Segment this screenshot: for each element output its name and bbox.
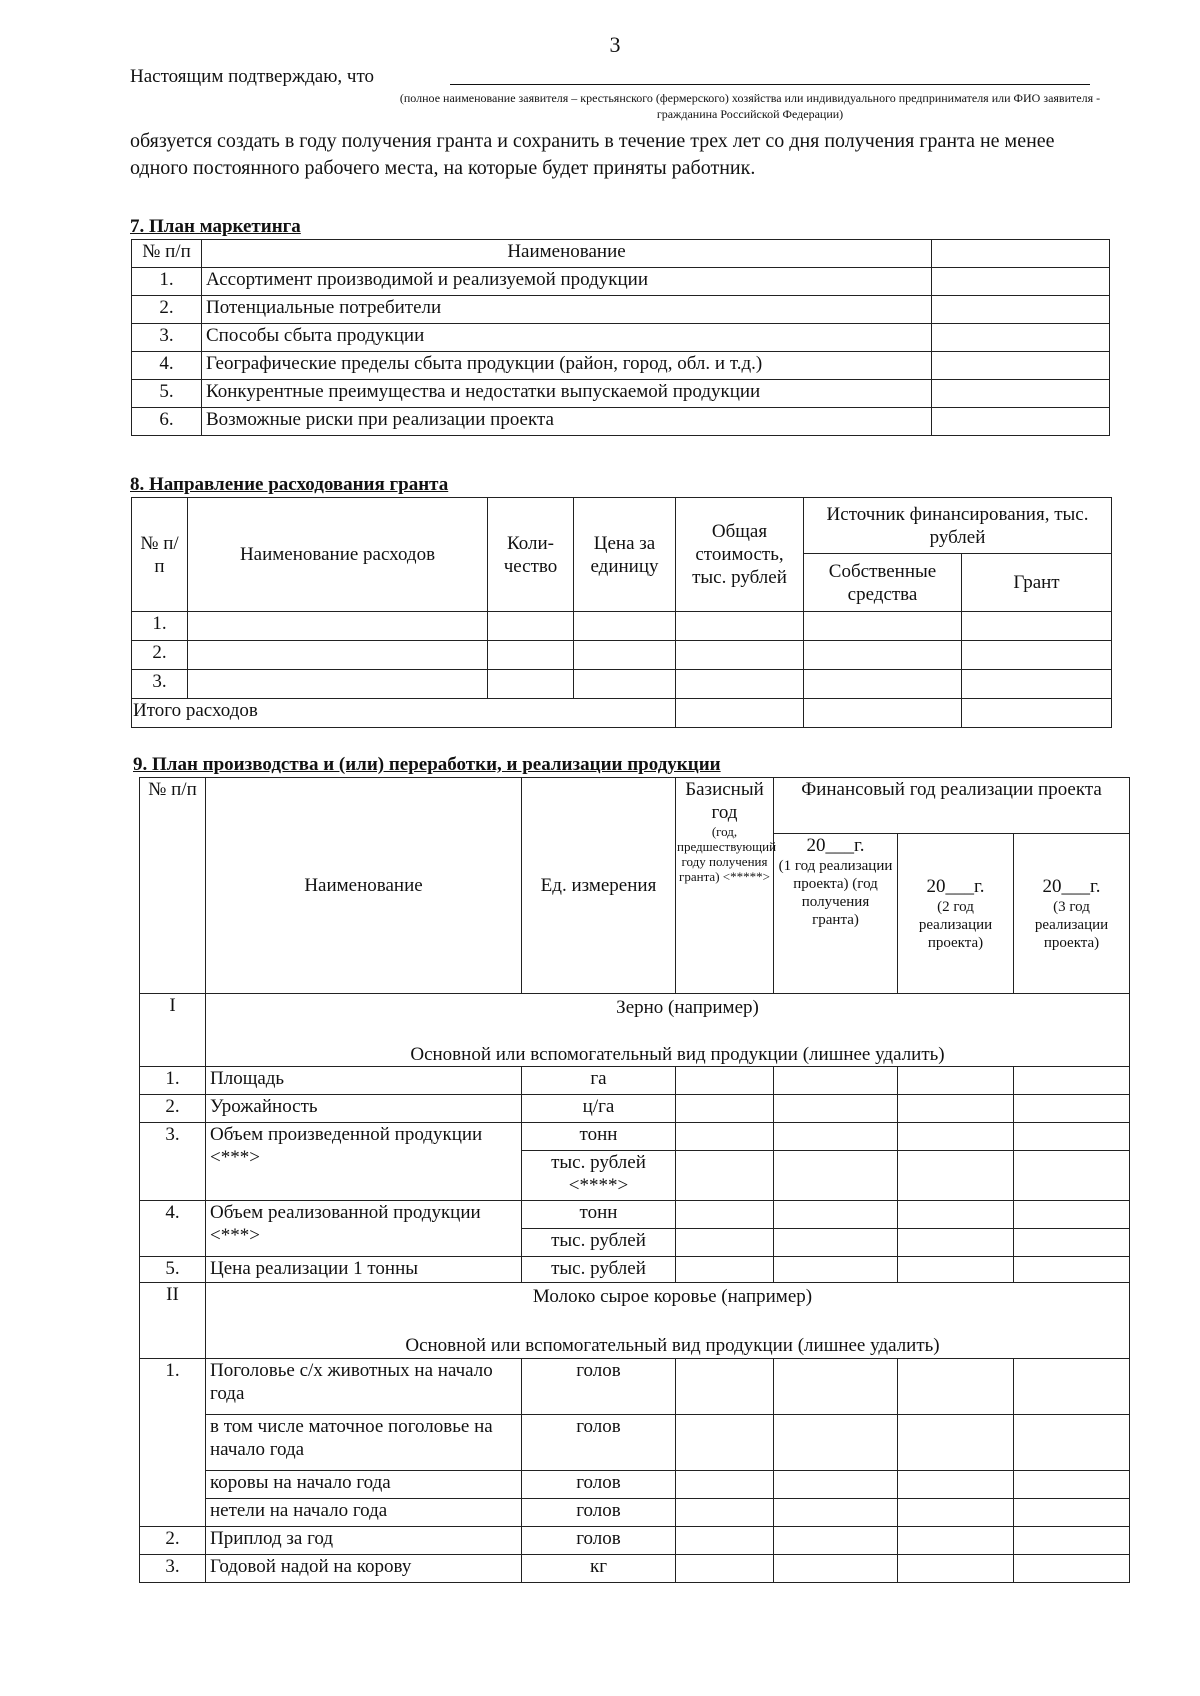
cell[interactable] — [1014, 1123, 1130, 1151]
col-name-header: Наименование — [202, 240, 932, 268]
row-number: 4. — [132, 352, 202, 380]
table-row — [140, 1123, 1130, 1151]
cell[interactable] — [1014, 1359, 1130, 1415]
row-unit: тыс. рублей <****> — [522, 1151, 676, 1201]
row-name: Возможные риски при реализации проекта — [202, 408, 932, 436]
cell[interactable] — [676, 1067, 774, 1095]
row-unit: тонн — [522, 1123, 676, 1151]
row-unit: голов — [522, 1499, 676, 1527]
table-row — [140, 1415, 1130, 1471]
row-value-cell[interactable] — [932, 324, 1110, 352]
table-row — [132, 324, 1110, 352]
cell[interactable] — [774, 1201, 898, 1229]
production-plan-table — [139, 777, 1130, 1583]
row-unit: голов — [522, 1415, 676, 1471]
row-unit: голов — [522, 1527, 676, 1555]
row-name: нетели на начало года — [206, 1499, 522, 1527]
col-value-header — [932, 240, 1110, 268]
y2-label: 20___г. — [926, 876, 985, 897]
y2-note: (2 год реализации проекта) — [918, 899, 993, 951]
table-row — [140, 1067, 1130, 1095]
cell[interactable] — [676, 1359, 774, 1415]
row-value-cell[interactable] — [932, 296, 1110, 324]
table-header-row — [132, 498, 1112, 554]
cell[interactable] — [188, 641, 488, 670]
col-y3-header — [1014, 834, 1130, 994]
row-name: коровы на начало года — [206, 1471, 522, 1499]
group-header-row — [140, 1283, 1130, 1359]
cell[interactable] — [898, 1151, 1014, 1201]
cell[interactable] — [898, 1415, 1014, 1471]
cell[interactable] — [898, 1257, 1014, 1283]
cell[interactable] — [1014, 1257, 1130, 1283]
row-unit: ц/га — [522, 1095, 676, 1123]
row-name: Цена реализации 1 тонны — [206, 1257, 522, 1283]
cell[interactable] — [774, 1555, 898, 1583]
group-number: II — [140, 1283, 206, 1359]
col-y2-header — [898, 834, 1014, 994]
cell[interactable] — [676, 1201, 774, 1229]
table-row — [132, 612, 1112, 641]
row-number: 1. — [132, 268, 202, 296]
cell[interactable] — [676, 1229, 774, 1257]
cell[interactable] — [1014, 1527, 1130, 1555]
section9-title: 9. План производства и (или) переработки, и реализации продукции — [133, 754, 721, 775]
row-value-cell[interactable] — [932, 408, 1110, 436]
row-number: 3. — [140, 1123, 206, 1201]
cell[interactable] — [774, 1499, 898, 1527]
cell[interactable] — [676, 1257, 774, 1283]
table-row — [132, 670, 1112, 699]
cell[interactable] — [898, 1095, 1014, 1123]
cell[interactable] — [962, 670, 1112, 699]
cell[interactable] — [488, 641, 574, 670]
section8-title: 8. Направление расходования гранта — [130, 474, 449, 495]
row-number: 1. — [140, 1067, 206, 1095]
y1-label: 20___г. — [806, 835, 865, 856]
row-number: 2. — [140, 1527, 206, 1555]
cell[interactable] — [676, 1527, 774, 1555]
group-title: Молоко сырое коровье (например) — [532, 1286, 813, 1307]
row-number: 2. — [140, 1095, 206, 1123]
row-name: Потенциальные потребители — [202, 296, 932, 324]
cell[interactable] — [774, 1151, 898, 1201]
row-name: Конкурентные преимущества и недостатки выпускаемой продукции — [202, 380, 932, 408]
cell[interactable] — [774, 1471, 898, 1499]
col-name-header: Наименование расходов — [188, 498, 488, 612]
cell[interactable] — [676, 641, 804, 670]
cell[interactable] — [898, 1123, 1014, 1151]
confirm-text: Настоящим подтверждаю, что — [130, 66, 375, 87]
table-row — [140, 1555, 1130, 1583]
group-subtitle: Основной или вспомогательный вид продукции (лишнее удалить) — [410, 1044, 945, 1065]
col-total-header: Общая стоимость, тыс. рублей — [676, 498, 804, 612]
row-number: 3. — [132, 324, 202, 352]
row-number: 1. — [132, 612, 188, 641]
commitment-paragraph: обязуется создать в году получения гранта и сохранить в течение трех лет со дня получения гранта не менее одного постоянного рабочего места, на которые будет приняты работник. — [130, 130, 1055, 179]
cell[interactable] — [898, 1471, 1014, 1499]
row-number: 6. — [132, 408, 202, 436]
cell[interactable] — [898, 1499, 1014, 1527]
cell[interactable] — [774, 1527, 898, 1555]
row-number: 3. — [140, 1555, 206, 1583]
row-unit: тыс. рублей — [522, 1229, 676, 1257]
cell[interactable] — [962, 699, 1112, 728]
col-num-header: № п/п — [132, 498, 188, 612]
row-name: Урожайность — [206, 1095, 522, 1123]
group-header-row — [140, 994, 1130, 1067]
cell[interactable] — [1014, 1067, 1130, 1095]
row-number: 1. — [140, 1359, 206, 1527]
row-number: 2. — [132, 296, 202, 324]
col-own-header: Собственные средства — [804, 554, 962, 612]
y1-note: (1 год реализации проекта) (год получения гранта) — [778, 858, 893, 928]
group-title: Зерно (например) — [616, 997, 759, 1018]
cell[interactable] — [676, 699, 804, 728]
cell[interactable] — [1014, 1151, 1130, 1201]
col-y1-header — [774, 834, 898, 994]
cell[interactable] — [1014, 1555, 1130, 1583]
section7-title: 7. План маркетинга — [130, 216, 301, 237]
row-unit: голов — [522, 1359, 676, 1415]
cell[interactable] — [962, 612, 1112, 641]
cell[interactable] — [188, 612, 488, 641]
row-number: 4. — [140, 1201, 206, 1257]
row-unit: га — [522, 1067, 676, 1095]
row-value-cell[interactable] — [932, 380, 1110, 408]
row-number: 5. — [140, 1257, 206, 1283]
col-unit-header: Ед. измерения — [522, 778, 676, 994]
table-row — [140, 1527, 1130, 1555]
row-name: Географические пределы сбыта продукции (район, город, обл. и т.д.) — [202, 352, 932, 380]
marketing-table — [131, 239, 1110, 436]
col-num-header: № п/п — [132, 240, 202, 268]
cell[interactable] — [676, 1123, 774, 1151]
cell[interactable] — [804, 641, 962, 670]
cell[interactable] — [898, 1527, 1014, 1555]
cell[interactable] — [962, 641, 1112, 670]
cell[interactable] — [1014, 1499, 1130, 1527]
base-year-label: Базисный год — [685, 779, 764, 823]
cell[interactable] — [1014, 1229, 1130, 1257]
cell[interactable] — [488, 612, 574, 641]
cell[interactable] — [1014, 1201, 1130, 1229]
grant-expenses-table — [131, 497, 1112, 728]
row-unit: кг — [522, 1555, 676, 1583]
cell[interactable] — [1014, 1415, 1130, 1471]
cell[interactable] — [676, 1471, 774, 1499]
cell[interactable] — [774, 1095, 898, 1123]
y3-note: (3 год реализации проекта) — [1034, 899, 1109, 951]
table-row — [132, 641, 1112, 670]
row-unit: тыс. рублей — [522, 1257, 676, 1283]
row-name: Поголовье с/х животных на начало года — [206, 1359, 522, 1415]
cell[interactable] — [676, 612, 804, 641]
row-name: Объем произведенной продукции <***> — [206, 1123, 522, 1201]
row-name: Годовой надой на корову — [206, 1555, 522, 1583]
row-name: Ассортимент производимой и реализуемой продукции — [202, 268, 932, 296]
cell[interactable] — [676, 1555, 774, 1583]
cell[interactable] — [676, 1151, 774, 1201]
y3-label: 20___г. — [1042, 876, 1101, 897]
cell[interactable] — [676, 1415, 774, 1471]
table-header-row — [140, 778, 1130, 834]
table-row — [140, 1257, 1130, 1283]
col-fin-header: Финансовый год реализации проекта — [774, 778, 1130, 834]
table-row — [132, 380, 1110, 408]
group-number: I — [140, 994, 206, 1067]
cell[interactable] — [188, 670, 488, 699]
cell[interactable] — [488, 670, 574, 699]
page-number: 3 — [609, 32, 621, 57]
col-num-header: № п/п — [140, 778, 206, 994]
col-name-header: Наименование — [206, 778, 522, 994]
cell[interactable] — [804, 612, 962, 641]
row-number: 5. — [132, 380, 202, 408]
cell[interactable] — [774, 1415, 898, 1471]
cell[interactable] — [1014, 1471, 1130, 1499]
cell[interactable] — [574, 670, 676, 699]
row-value-cell[interactable] — [932, 352, 1110, 380]
table-row — [132, 352, 1110, 380]
table-row — [140, 1201, 1130, 1229]
table-header-row — [132, 240, 1110, 268]
base-year-note: (год, предшествующий году получения гранта) <*****> — [677, 824, 777, 884]
cell[interactable] — [898, 1201, 1014, 1229]
group-title-cell — [206, 1283, 1130, 1359]
col-price-header: Цена за единицу — [574, 498, 676, 612]
col-qty-header: Коли-чество — [488, 498, 574, 612]
cell[interactable] — [898, 1555, 1014, 1583]
row-name: Приплод за год — [206, 1527, 522, 1555]
col-source-header: Источник финансирования, тыс. рублей — [804, 498, 1112, 554]
cell[interactable] — [804, 699, 962, 728]
cell[interactable] — [774, 1229, 898, 1257]
row-name: в том числе маточное поголовье на начало года — [206, 1415, 522, 1471]
cell[interactable] — [774, 1123, 898, 1151]
table-row — [140, 1471, 1130, 1499]
row-number: 2. — [132, 641, 188, 670]
table-row — [132, 296, 1110, 324]
table-row — [132, 268, 1110, 296]
cell[interactable] — [774, 1359, 898, 1415]
col-grant-header: Грант — [962, 554, 1112, 612]
row-unit: тонн — [522, 1201, 676, 1229]
cell[interactable] — [574, 641, 676, 670]
row-number: 3. — [132, 670, 188, 699]
applicant-name-line[interactable] — [450, 84, 1090, 85]
total-label: Итого расходов — [132, 699, 676, 728]
cell[interactable] — [804, 670, 962, 699]
table-row — [140, 1095, 1130, 1123]
row-value-cell[interactable] — [932, 268, 1110, 296]
cell[interactable] — [774, 1067, 898, 1095]
group-title-cell — [206, 994, 1130, 1067]
cell[interactable] — [898, 1359, 1014, 1415]
group-subtitle: Основной или вспомогательный вид продукции (лишнее удалить) — [405, 1335, 940, 1356]
applicant-name-note: (полное наименование заявителя – крестьянского (фермерского) хозяйства или индивидуального предпринимателя или ФИО заявителя - гражданина Российской Федерации) — [399, 91, 1101, 121]
cell[interactable] — [1014, 1095, 1130, 1123]
cell[interactable] — [676, 670, 804, 699]
table-row — [140, 1359, 1130, 1415]
row-unit: голов — [522, 1471, 676, 1499]
row-name: Объем реализованной продукции <***> — [206, 1201, 522, 1257]
row-name: Способы сбыта продукции — [202, 324, 932, 352]
cell[interactable] — [676, 1095, 774, 1123]
row-name: Площадь — [206, 1067, 522, 1095]
table-row — [132, 408, 1110, 436]
cell[interactable] — [676, 1499, 774, 1527]
cell[interactable] — [774, 1257, 898, 1283]
cell[interactable] — [898, 1229, 1014, 1257]
total-row — [132, 699, 1112, 728]
cell[interactable] — [574, 612, 676, 641]
cell[interactable] — [898, 1067, 1014, 1095]
table-row — [140, 1499, 1130, 1527]
col-base-header — [676, 778, 777, 994]
